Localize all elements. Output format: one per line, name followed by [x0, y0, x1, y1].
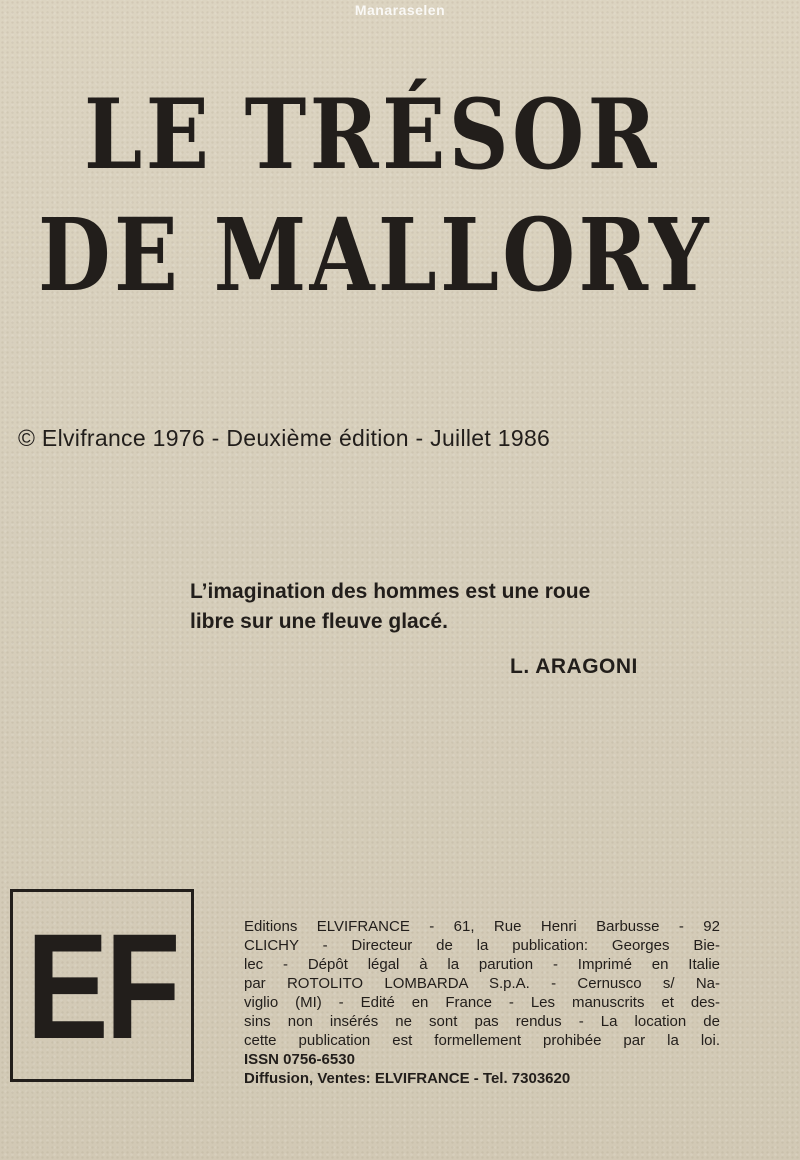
distribution-line: Diffusion, Ventes: ELVIFRANCE - Tel. 7303620 — [244, 1070, 571, 1087]
imprint-line: CLICHY - Directeur de la publication: Georges Bie- — [244, 937, 720, 954]
imprint-line: cette publication est formellement prohibée par la loi. — [244, 1032, 720, 1049]
imprint-line: par ROTOLITO LOMBARDA S.p.A. - Cernusco s/ Na- — [244, 975, 720, 992]
logo-letters: EF — [26, 901, 178, 1070]
quote-line: L’imagination des hommes est une roue — [190, 580, 591, 603]
publisher-logo — [10, 889, 194, 1082]
quote-author: L. ARAGONI — [510, 655, 638, 678]
imprint-line: lec - Dépôt légal à la parution - Imprimé en Italie — [244, 956, 720, 973]
watermark-text: Manaraselen — [354, 2, 446, 18]
imprint-line: viglio (MI) - Edité en France - Les manuscrits et des- — [244, 994, 720, 1011]
imprint-line: sins non insérés ne sont pas rendus - La location de — [244, 1013, 720, 1030]
imprint-block — [244, 917, 720, 1088]
quote-line: libre sur une fleuve glacé. — [190, 610, 448, 633]
title-line-1: LE TRÉSOR — [84, 78, 660, 191]
epigraph-quote — [190, 577, 730, 637]
title-line-2: DE MALLORY — [38, 196, 712, 314]
copyright-line: © Elvifrance 1976 - Deuxième édition - Juillet 1986 — [18, 425, 551, 451]
issn-line: ISSN 0756-6530 — [244, 1051, 355, 1068]
imprint-line: Editions ELVIFRANCE - 61, Rue Henri Barbusse - 92 — [244, 918, 720, 935]
